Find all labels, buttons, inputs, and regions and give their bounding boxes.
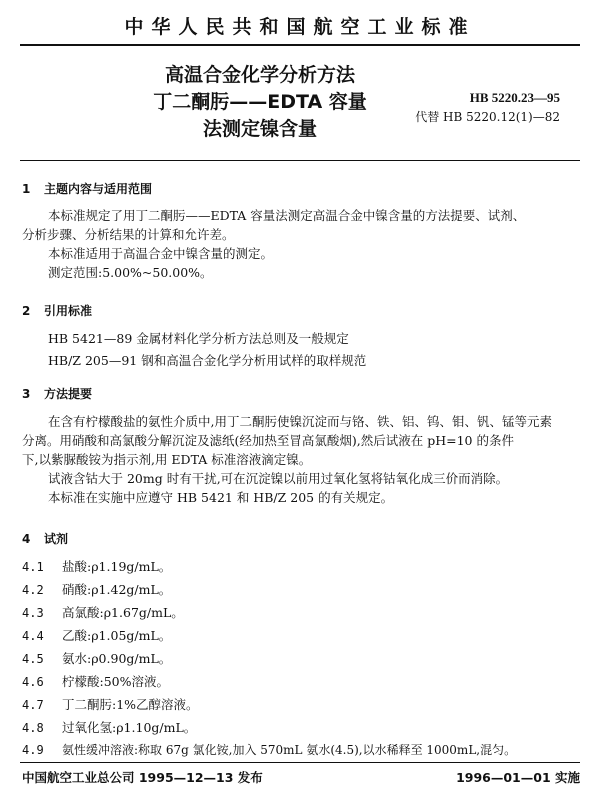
section-1-p3: 测定范围:5.00%~50.00%。	[48, 265, 213, 280]
section-1-heading	[22, 180, 152, 197]
title-line-2: 丁二酮肟——EDTA 容量	[153, 91, 367, 113]
title-rule	[20, 160, 580, 161]
reagent-item	[22, 649, 171, 667]
reagent-item	[22, 580, 171, 598]
title-line-3: 法测定镍含量	[202, 118, 317, 140]
reagent-item	[22, 672, 169, 690]
section-3-title: 方法提要	[44, 387, 93, 401]
reagent-number: 4.1	[22, 560, 44, 574]
reagent-number: 4.6	[22, 675, 44, 689]
section-2-title: 引用标准	[44, 304, 93, 318]
header-organization: 中华人民共和国航空工业标准	[124, 16, 476, 38]
section-3-p1-line3: 下,以紫脲酸铵为指示剂,用 EDTA 标准溶液滴定镍。	[22, 452, 312, 467]
section-2-heading	[22, 302, 92, 319]
title-line-1: 高温合金化学分析方法	[164, 64, 355, 86]
section-1-title: 主题内容与适用范围	[44, 182, 153, 196]
reagent-number: 4.5	[22, 652, 44, 666]
reagent-text: 氨水:ρ0.90g/mL。	[62, 651, 172, 666]
reagent-number: 4.8	[22, 721, 44, 735]
footer-effective-date: 1996—01—01 实施	[456, 770, 580, 785]
reagent-item	[22, 741, 516, 758]
section-1-p1-line2: 分析步骤、分析结果的计算和允许差。	[22, 227, 235, 242]
section-1-p1-line1: 本标准规定了用丁二酮肟——EDTA 容量法测定高温合金中镍含量的方法提要、试剂、	[48, 208, 526, 223]
reagent-item	[22, 626, 171, 644]
reference-2: HB/Z 205—91 钢和高温合金化学分析用试样的取样规范	[48, 353, 367, 368]
section-3-number: 3	[22, 387, 31, 401]
document-title	[110, 62, 410, 143]
reagent-number: 4.4	[22, 629, 44, 643]
reagent-text: 硝酸:ρ1.42g/mL。	[62, 582, 172, 597]
section-3-p1-line2: 分离。用硝酸和高氯酸分解沉淀及滤纸(经加热至冒高氯酸烟),然后试液在 pH=10 的条件	[22, 433, 514, 448]
section-1-p2: 本标准适用于高温合金中镍含量的测定。	[48, 246, 274, 261]
reagent-text: 过氧化氢:ρ1.10g/mL。	[62, 720, 197, 735]
section-4-number: 4	[22, 532, 31, 546]
footer-rule	[20, 762, 580, 763]
reagent-number: 4.9	[22, 743, 44, 757]
footer-issuer: 中国航空工业总公司 1995—12—13 发布	[22, 770, 263, 785]
standard-replaces: 代替 HB 5220.12(1)—82	[415, 110, 560, 124]
section-1-number: 1	[22, 182, 31, 196]
section-3-p2: 试液含钴大于 20mg 时有干扰,可在沉淀镍以前用过氧化氢将钴氧化成三价而消除。	[48, 471, 509, 486]
reagent-item	[22, 695, 199, 713]
reagent-item	[22, 557, 171, 575]
reagent-text: 高氯酸:ρ1.67g/mL。	[62, 605, 184, 620]
reagent-number: 4.7	[22, 698, 44, 712]
reagent-text: 氨性缓冲溶液:称取 67g 氯化铵,加入 570mL 氨水(4.5),以水稀释至 1000mL,混匀。	[62, 743, 517, 757]
section-3-heading	[22, 385, 92, 402]
reagent-text: 盐酸:ρ1.19g/mL。	[62, 559, 172, 574]
reference-1: HB 5421—89 金属材料化学分析方法总则及一般规定	[48, 331, 349, 346]
standard-number: HB 5220.23—95	[469, 90, 560, 105]
header-rule	[20, 44, 580, 46]
reagent-text: 乙酸:ρ1.05g/mL。	[62, 628, 172, 643]
section-3-p1-line1: 在含有柠檬酸盐的氨性介质中,用丁二酮肟使镍沉淀而与铬、铁、铝、钨、钼、钒、锰等元素	[48, 414, 552, 429]
reagent-text: 丁二酮肟:1%乙醇溶液。	[62, 697, 199, 712]
reagent-item	[22, 718, 196, 736]
section-4-heading	[22, 530, 68, 547]
reagent-item	[22, 603, 184, 621]
section-1-body	[22, 206, 578, 282]
section-2-number: 2	[22, 304, 31, 318]
section-3-body	[22, 412, 578, 507]
section-3-p3: 本标准在实施中应遵守 HB 5421 和 HB/Z 205 的有关规定。	[48, 490, 394, 505]
reagent-number: 4.3	[22, 606, 44, 620]
section-4-title: 试剂	[44, 532, 69, 546]
reagent-text: 柠檬酸:50%溶液。	[62, 674, 169, 689]
reagent-number: 4.2	[22, 583, 44, 597]
